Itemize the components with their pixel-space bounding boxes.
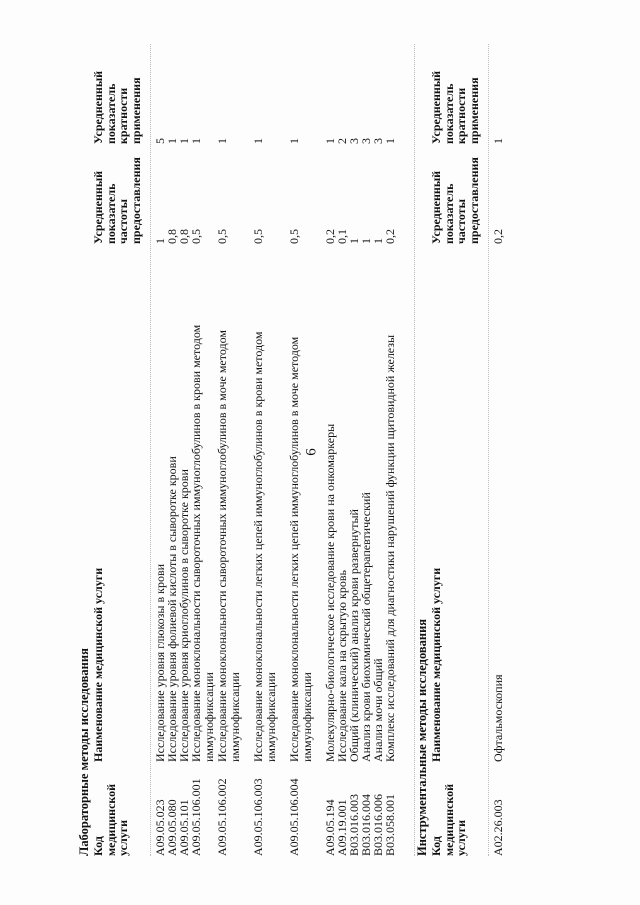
header-freq: Усредненный показатель частоты предоставления	[429, 157, 481, 244]
row-freq: 0,5	[215, 229, 229, 244]
row-code: A09.05.106.003	[251, 778, 265, 856]
row-freq: 0,5	[189, 229, 203, 244]
header-freq: Усредненный показатель частоты предоставления	[91, 157, 143, 244]
row-name: Исследование моноклональности легких цепей иммуноглобулинов в крови методом иммунофиксации	[251, 331, 278, 762]
header-code: Код медицинской услуги	[429, 783, 468, 856]
row-mult: 5	[153, 138, 167, 144]
row-name: Комплекс исследований для диагностики нарушений функции щитовидной железы	[383, 334, 397, 762]
row-code: A09.05.106.002	[215, 778, 229, 856]
row-name: Общий (клинический) анализ крови развернутый	[347, 509, 361, 762]
row-freq: 1	[359, 238, 373, 244]
row-mult: 1	[383, 138, 397, 144]
row-freq: 0,1	[335, 229, 349, 244]
table-header-instrumental	[430, 44, 482, 856]
row-mult: 3	[359, 138, 373, 144]
row-mult: 1	[287, 138, 301, 144]
row-code: B03.058.001	[383, 793, 397, 856]
row-freq: 0,8	[165, 229, 179, 244]
row-mult: 1	[177, 138, 191, 144]
row-mult: 3	[347, 138, 361, 144]
row-freq: 1	[347, 238, 361, 244]
row-code: A09.05.080	[165, 799, 179, 856]
row-freq: 0,8	[177, 229, 191, 244]
row-name: Офтальмоскопия	[491, 674, 505, 762]
row-mult: 1	[165, 138, 179, 144]
page-number: 6	[303, 448, 320, 456]
row-name: Анализ мочи общий	[371, 658, 385, 762]
row-name: Молекулярно-биологическое исследование крови на онкомаркеры	[323, 423, 337, 762]
row-freq: 0,5	[251, 229, 265, 244]
row-mult: 1	[323, 138, 337, 144]
row-freq: 0,2	[323, 229, 337, 244]
header-separator	[150, 44, 151, 856]
section-title-laboratory: Лабораторные методы исследования	[77, 648, 91, 856]
row-code: A09.05.106.004	[287, 778, 301, 856]
row-mult: 2	[335, 138, 349, 144]
row-freq: 0,2	[383, 229, 397, 244]
row-name: Анализ крови биохимический общетерапевтический	[359, 492, 373, 762]
row-name: Исследование моноклональности легких цепей иммуноглобулинов в моче методом иммунофиксации	[287, 336, 314, 762]
row-name: Исследование уровня фолиевой кислоты в сыворотке крови	[165, 456, 179, 762]
header-mult: Усредненный показатель кратности применения	[429, 70, 481, 144]
row-mult: 1	[189, 138, 203, 144]
header-name: Наименование медицинской услуги	[429, 567, 443, 762]
row-code: A09.19.001	[335, 799, 349, 856]
row-code: A09.05.101	[177, 799, 191, 856]
header-separator	[488, 44, 489, 856]
row-freq: 0,5	[287, 229, 301, 244]
row-code: A09.05.106.001	[189, 778, 203, 856]
row-freq: 1	[371, 238, 385, 244]
row-freq: 1	[153, 238, 167, 244]
row-code: A02.26.003	[491, 799, 505, 856]
section-title-instrumental: Инструментальные методы исследования	[415, 618, 429, 856]
header-mult: Усредненный показатель кратности применения	[91, 70, 143, 144]
header-name: Наименование медицинской услуги	[91, 567, 105, 762]
row-name: Исследование моноклональности сывороточных иммуноглобулинов в моче методом иммунофиксации	[215, 330, 242, 762]
row-freq: 0,2	[491, 229, 505, 244]
row-code: A09.05.194	[323, 799, 337, 856]
row-code: B03.016.003	[347, 793, 361, 856]
table-header-laboratory	[92, 44, 144, 856]
header-code: Код медицинской услуги	[91, 783, 130, 856]
row-mult: 1	[215, 138, 229, 144]
row-code: B03.016.004	[359, 793, 373, 856]
row-name: Исследование уровня криоглобулинов в сыворотке крови	[177, 469, 191, 762]
row-name: Исследование моноклональности сывороточных иммуноглобулинов в крови методом иммунофиксации	[189, 324, 216, 762]
row-mult: 3	[371, 138, 385, 144]
row-mult: 1	[251, 138, 265, 144]
document-table-area	[74, 8, 522, 856]
row-code: A09.05.023	[153, 799, 167, 856]
row-name: Исследование кала на скрытую кровь	[335, 570, 349, 762]
row-mult: 1	[491, 138, 505, 144]
row-code: B03.016.006	[371, 793, 385, 856]
row-name: Исследование уровня глюкозы в крови	[153, 563, 167, 762]
